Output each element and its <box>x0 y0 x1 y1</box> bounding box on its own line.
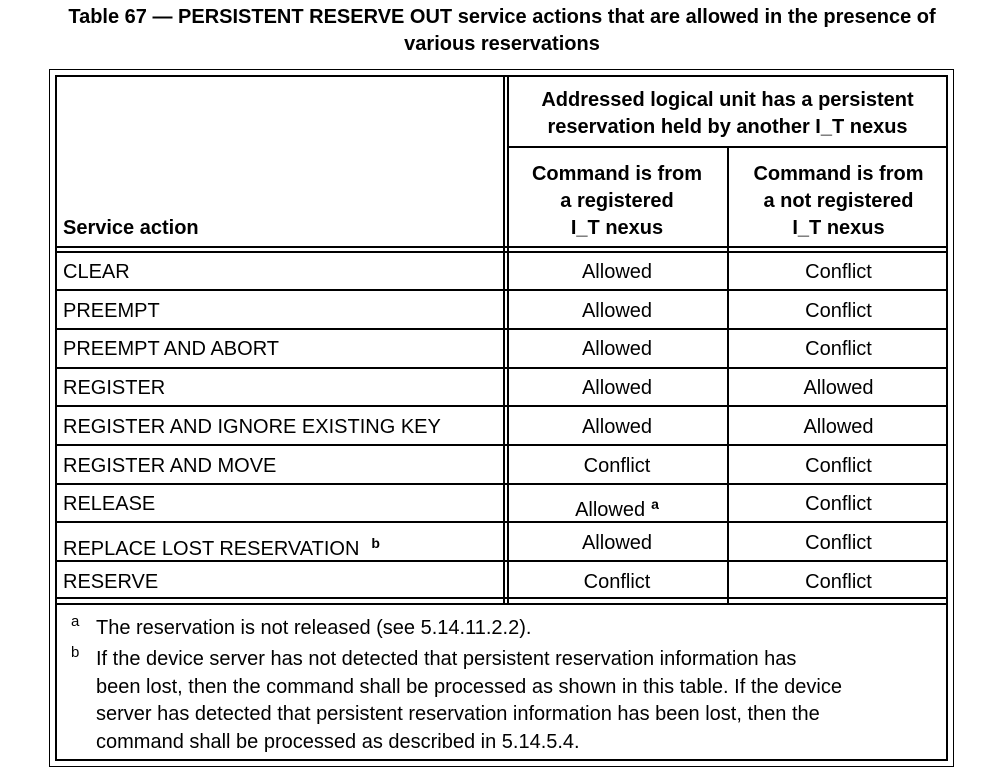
row-reserve-registered: Conflict <box>583 571 651 593</box>
row-register-action: REGISTER <box>63 377 166 399</box>
row-release-not-registered: Conflict <box>805 493 872 515</box>
header-registered <box>507 161 727 242</box>
row-register-and-ignore-action: REGISTER AND IGNORE EXISTING KEY <box>63 416 441 438</box>
row-replace-lost-reservation-registered: Allowed <box>581 532 653 554</box>
row-separator <box>55 289 948 291</box>
row-register-and-move-action: REGISTER AND MOVE <box>63 455 277 477</box>
footnote-b-line: command shall be processed as described in 5.14.5.4. <box>96 730 580 753</box>
row-release-registered: Allowed $^a$ <box>575 496 659 521</box>
header-group <box>507 87 948 141</box>
footnote-b-text <box>96 646 946 756</box>
row-register-and-ignore-registered: Allowed <box>581 416 653 438</box>
footnote-b-letter: b <box>71 644 80 661</box>
row-register-and-move-not-registered: Conflict <box>805 455 872 477</box>
row-register-and-move-registered: Conflict <box>583 455 651 477</box>
row-replace-lost-reservation-not-registered: Conflict <box>805 532 872 554</box>
footnote-a-letter: a <box>71 613 80 630</box>
footnote-b-line: been lost, then the command shall be processed as shown in this table. If the device <box>96 675 842 698</box>
row-clear-action: CLEAR <box>63 261 130 283</box>
row-preempt-registered: Allowed <box>581 300 653 322</box>
header-not-registered-line-3: I_T nexus <box>792 217 885 239</box>
row-separator <box>55 483 948 485</box>
header-not-registered-line-2: a not registered <box>763 190 914 212</box>
row-separator <box>55 328 948 330</box>
footnote-ref-b: b <box>371 535 380 551</box>
row-release-action: RELEASE <box>63 493 156 515</box>
row-separator <box>55 367 948 369</box>
row-register-registered: Allowed <box>581 377 653 399</box>
header-not-registered-line-1: Command is from <box>753 163 924 185</box>
row-preempt-action: PREEMPT <box>63 300 160 322</box>
row-preempt-and-abort-not-registered: Conflict <box>805 338 872 360</box>
table-footer-rule-a <box>55 597 948 599</box>
row-preempt-and-abort-registered: Allowed <box>581 338 653 360</box>
row-separator <box>55 405 948 407</box>
row-register-not-registered: Allowed <box>803 377 874 399</box>
row-clear-not-registered: Conflict <box>805 261 872 283</box>
footnote-a-text <box>96 615 946 643</box>
header-registered-line-2: a registered <box>560 190 674 212</box>
header-registered-line-1: Command is from <box>531 163 703 185</box>
table-footer-rule-b <box>55 603 948 605</box>
row-reserve-not-registered: Conflict <box>805 571 872 593</box>
header-group-line-1: Addressed logical unit has a persistent <box>541 89 914 111</box>
footnote-ref-a: a <box>651 496 659 512</box>
footnote-b-line: server has detected that persistent reservation information has been lost, then the <box>96 703 820 725</box>
row-preempt-not-registered: Conflict <box>805 300 872 322</box>
caption-line-1: Table 67 — PERSISTENT RESERVE OUT service actions that are allowed in the presence of <box>68 6 936 28</box>
header-registered-line-3: I_T nexus <box>570 217 664 239</box>
row-register-and-ignore-not-registered: Allowed <box>803 416 874 438</box>
row-separator <box>55 521 948 523</box>
footnote-b-line: If the device server has not detected that persistent reservation information has <box>96 648 797 670</box>
row-reserve-action: RESERVE <box>63 571 159 593</box>
header-group-line-2: reservation held by another I_T nexus <box>547 116 908 138</box>
table-caption <box>0 4 1004 58</box>
row-clear-registered: Allowed <box>581 261 653 283</box>
caption-line-2: various reservations <box>404 33 600 55</box>
header-service-action: Service action <box>63 217 199 239</box>
header-column-divider-double-a <box>503 75 505 603</box>
header-not-registered <box>729 161 948 242</box>
row-preempt-and-abort-action: PREEMPT AND ABORT <box>63 338 279 360</box>
header-rule-double-b <box>55 251 948 253</box>
row-replace-lost-reservation-action: REPLACE LOST RESERVATION $^b$ <box>63 535 380 560</box>
footnote-a-line: The reservation is not released (see 5.14.11.2.2). <box>96 617 532 639</box>
header-rule-double-a <box>55 246 948 248</box>
row-separator <box>55 444 948 446</box>
